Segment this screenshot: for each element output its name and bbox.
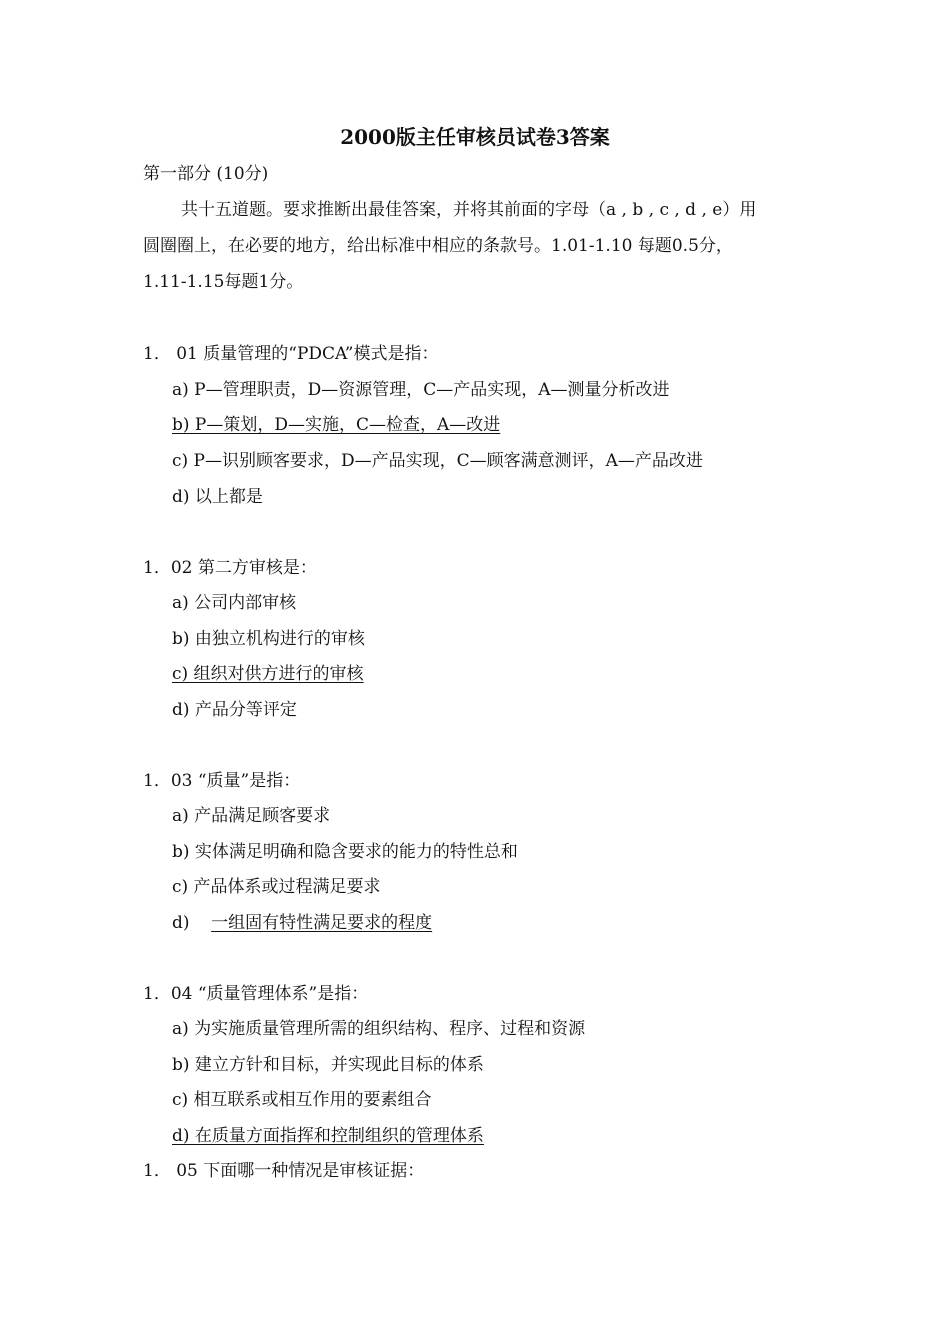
option-1-01-b-answer: b) P—策划，D—实施，C—检查，A—改进	[172, 415, 501, 435]
question-1-01: 1． 01 质量管理的“PDCA”模式是指：	[143, 344, 439, 364]
option-1-02-c-answer: c) 组织对供方进行的审核	[172, 664, 364, 684]
option-1-02-a: a) 公司内部审核	[172, 593, 297, 613]
question-1-03: 1．03 “质量”是指：	[143, 771, 301, 791]
option-1-01-c: c) P—识别顾客要求，D—产品实现，C—顾客满意测评，A—产品改进	[172, 451, 703, 471]
instruction-line-1: 共十五道题。要求推断出最佳答案，并将其前面的字母（a , b , c , d , e）用	[181, 200, 757, 220]
option-1-03-b: b) 实体满足明确和隐含要求的能力的特性总和	[172, 842, 518, 862]
instruction-line-2: 圆圈圈上，在必要的地方，给出标准中相应的条款号。1.01-1.10 每题0.5分，	[143, 236, 733, 256]
option-1-03-d-answer: d) 一组固有特性满足要求的程度	[172, 913, 433, 933]
question-1-02: 1．02 第二方审核是：	[143, 558, 317, 578]
option-1-04-b: b) 建立方针和目标，并实现此目标的体系	[172, 1055, 484, 1075]
instruction-line-3: 1.11-1.15每题1分。	[143, 272, 304, 292]
question-1-04: 1．04 “质量管理体系”是指：	[143, 984, 369, 1004]
option-1-04-a: a) 为实施质量管理所需的组织结构、程序、过程和资源	[172, 1019, 586, 1039]
option-1-03-c: c) 产品体系或过程满足要求	[172, 877, 381, 897]
option-1-01-d: d) 以上都是	[172, 487, 263, 507]
option-1-03-a: a) 产品满足顾客要求	[172, 806, 331, 826]
option-1-02-b: b) 由独立机构进行的审核	[172, 629, 365, 649]
question-1-05: 1． 05 下面哪一种情况是审核证据：	[143, 1161, 425, 1181]
section-heading: 第一部分 (10分)	[143, 164, 269, 184]
option-1-04-c: c) 相互联系或相互作用的要素组合	[172, 1090, 432, 1110]
option-1-02-d: d) 产品分等评定	[172, 700, 297, 720]
option-1-04-d-answer: d) 在质量方面指挥和控制组织的管理体系	[172, 1126, 484, 1146]
document-title: 2000版主任审核员试卷3答案	[340, 125, 610, 149]
option-1-01-a: a) P—管理职责，D—资源管理，C—产品实现，A—测量分析改进	[172, 380, 670, 400]
